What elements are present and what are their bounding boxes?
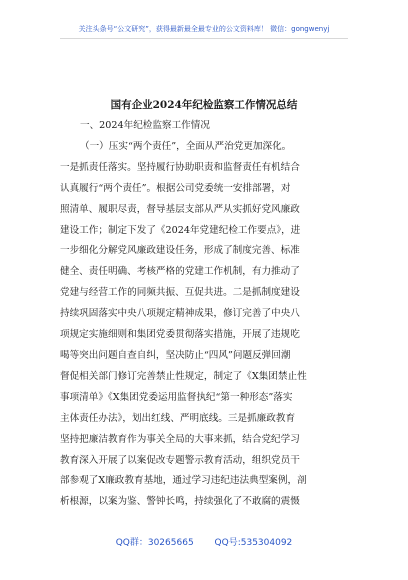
body-line: 主体责任办法》，划出红线、严明底线。三是抓廉政教育 xyxy=(60,412,296,424)
body-line: 建设工作；制定下发了《2024年党建纪检工作要点》，进 xyxy=(60,224,301,236)
body-line: 部参观了X廉政教育基地，通过学习违纪违法典型案例，剖 xyxy=(60,475,307,487)
body-line: 事项清单》《X集团党委运用监督执纪“第一种形态”落实 xyxy=(60,391,293,403)
body-line: 析根源，以案为鉴、警钟长鸣，持续强化了不敢腐的震慑 xyxy=(60,496,300,508)
document-body xyxy=(60,116,352,513)
footer-contacts xyxy=(0,535,408,548)
body-line: 坚持把廉洁教育作为事关全局的大事来抓，结合党纪学习 xyxy=(60,433,300,445)
body-line: 项规定实施细则和集团党委贯彻落实措施，开展了违规吃 xyxy=(60,329,300,341)
document-title: 国有企业2024年纪检监察工作情况总结 xyxy=(110,99,298,111)
body-line: 教育深入开展了以案促改专题警示教育活动，组织党员干 xyxy=(60,454,300,466)
body-line: 一是抓责任落实。坚持履行协助职责和监督责任有机结合 xyxy=(60,161,300,173)
footer-qq-group: QQ群：30265665 xyxy=(115,538,194,548)
section-heading: 一、2024年纪检监察工作情况 xyxy=(80,120,210,131)
footer-qq-number: QQ号:535304092 xyxy=(214,538,293,548)
body-line: 健全、责任明确、考核严格的党建工作机制，有力推动了 xyxy=(60,266,300,278)
body-line: 督促相关部门修订完善禁止性规定，制定了《X集团禁止性 xyxy=(60,370,307,382)
body-line: 党建与经营工作的同频共振、互促共进。二是抓制度建设 xyxy=(60,287,300,299)
header-note: 关注头条号“公文研究”，获得最新最全最专业的公文资料库！ 微信：gongwenyj xyxy=(78,25,330,33)
body-line: 照清单、履职尽责，督导基层支部从严从实抓好党风廉政 xyxy=(60,203,300,215)
header-divider xyxy=(60,38,348,39)
body-line: 一步细化分解党风廉政建设任务，形成了制度完善、标准 xyxy=(60,245,300,257)
body-line: 喝等突出问题自查自纠，坚决防止“四风”问题反弹回潮 xyxy=(60,349,291,361)
body-line: 认真履行“两个责任”。根据公司党委统一安排部署，对 xyxy=(60,182,291,194)
subsection-heading: （一）压实“两个责任”，全面从严治党更加深化。 xyxy=(80,140,292,152)
body-line: 持续巩固落实中央八项规定精神成果，修订完善了中央八 xyxy=(60,308,300,320)
